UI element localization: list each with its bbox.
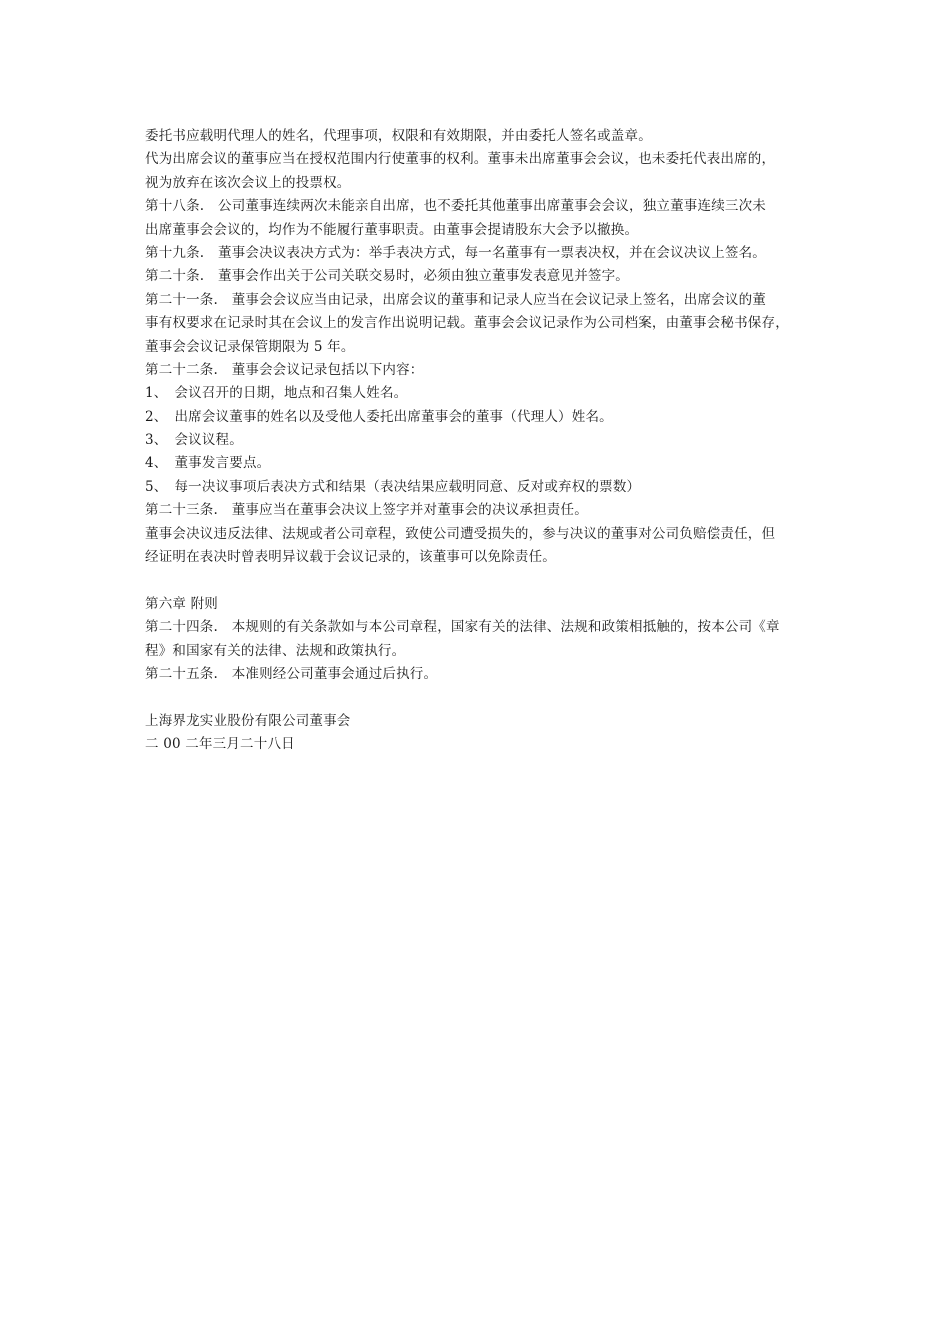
text-line: 程》和国家有关的法律、法规和政策执行。 <box>145 642 406 659</box>
spacer <box>145 569 820 592</box>
document-date: 二 00 二年三月二十八日 <box>145 736 295 753</box>
text-line: 出席董事会会议的，均作为不能履行董事职责。由董事会提请股东大会予以撤换。 <box>145 221 639 238</box>
text-line: 委托书应载明代理人的姓名，代理事项，权限和有效期限，并由委托人签名或盖章。 <box>145 128 652 144</box>
article-22: 第二十二条. 董事会会议记录包括以下内容： <box>145 361 424 378</box>
text-line: 董事会会议记录保管期限为 5 年。 <box>145 338 355 355</box>
text-line: 代为出席会议的董事应当在授权范围内行使董事的权利。董事未出席董事会会议，也未委托代表出席的， <box>145 151 776 168</box>
chapter-heading: 第六章 附则 <box>145 595 218 612</box>
list-item: 1、 会议召开的日期，地点和召集人姓名。 <box>145 385 408 402</box>
list-item: 3、 会议议程。 <box>145 432 243 449</box>
article-24: 第二十四条. 本规则的有关条款如与本公司章程，国家有关的法律、法规和政策相抵触的，按本公司《章 <box>145 619 780 636</box>
text-line: 经证明在表决时曾表明异议载于会议记录的，该董事可以免除责任。 <box>145 549 556 566</box>
article-25: 第二十五条. 本准则经公司董事会通过后执行。 <box>145 665 438 682</box>
spacer <box>145 686 820 709</box>
article-23: 第二十三条. 董事应当在董事会决议上签字并对董事会的决议承担责任。 <box>145 502 588 519</box>
text-line: 事有权要求在记录时其在会议上的发言作出说明记载。董事会会议记录作为公司档案，由董事会秘书保存， <box>145 315 789 332</box>
list-item: 5、 每一决议事项后表决方式和结果（表决结果应载明同意、反对或弃权的票数） <box>145 478 641 495</box>
article-19: 第十九条. 董事会决议表决方式为：举手表决方式，每一名董事有一票表决权，并在会议决议上签名。 <box>145 244 766 261</box>
article-21: 第二十一条. 董事会会议应当由记录，出席会议的董事和记录人应当在会议记录上签名，出席会议的董 <box>145 291 766 308</box>
article-18: 第十八条. 公司董事连续两次未能亲自出席，也不委托其他董事出席董事会会议，独立董事连续三次未 <box>145 198 766 215</box>
list-item: 2、 出席会议董事的姓名以及受他人委托出席董事会的董事（代理人）姓名。 <box>145 408 613 425</box>
text-line: 董事会决议违反法律、法规或者公司章程，致使公司遭受损失的，参与决议的董事对公司负赔偿责任，但 <box>145 525 776 542</box>
text-line: 视为放弃在该次会议上的投票权。 <box>145 174 351 191</box>
document-body <box>145 125 820 757</box>
list-item: 4、 董事发言要点。 <box>145 455 271 472</box>
article-20: 第二十条. 董事会作出关于公司关联交易时，必须由独立董事发表意见并签字。 <box>145 268 629 285</box>
signature: 上海界龙实业股份有限公司董事会 <box>145 712 351 729</box>
